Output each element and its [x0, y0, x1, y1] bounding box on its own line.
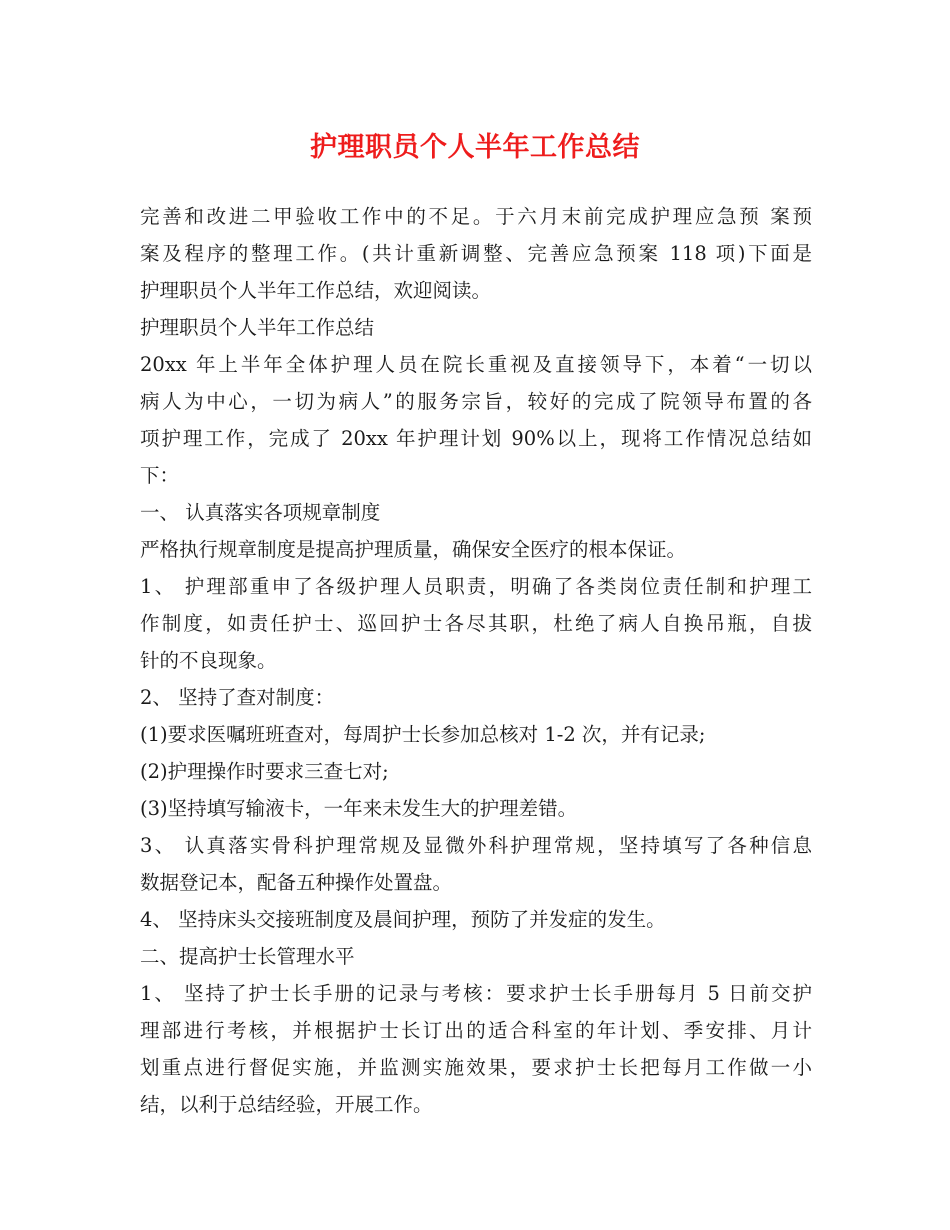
body-line: 结，以利于总结经验，开展工作。 — [140, 1093, 433, 1116]
body-line: 严格执行规章制度是提高护理质量，确保安全医疗的根本保证。 — [140, 538, 687, 561]
body-line: 项护理工作，完成了 20xx 年护理计划 90%以上，现将工作情况总结如 — [140, 427, 812, 450]
document-body — [140, 198, 812, 1123]
section-heading: 一、 认真落实各项规章制度 — [140, 501, 381, 524]
body-line: 2、 坚持了查对制度： — [140, 686, 335, 709]
body-line: 4、 坚持床头交接班制度及晨间护理，预防了并发症的发生。 — [140, 908, 666, 931]
body-line: 1、 坚持了护士长手册的记录与考核：要求护士长手册每月 5 日前交护 — [140, 982, 812, 1005]
section-heading: 二、提高护士长管理水平 — [140, 945, 355, 968]
body-line: 理部进行考核，并根据护士长订出的适合科室的年计划、季安排、月计 — [140, 1019, 812, 1042]
body-line: 1、 护理部重申了各级护理人员职责，明确了各类岗位责任制和护理工 — [140, 575, 812, 598]
body-line: 病人为中心，一切为病人”的服务宗旨，较好的完成了院领导布置的各 — [140, 390, 812, 413]
body-line: 20xx 年上半年全体护理人员在院长重视及直接领导下，本着“一切以 — [140, 353, 812, 376]
body-line: 完善和改进二甲验收工作中的不足。于六月末前完成护理应急预 案预 — [140, 205, 812, 228]
body-line: 针的不良现象。 — [140, 649, 277, 672]
body-line: 数据登记本，配备五种操作处置盘。 — [140, 871, 453, 894]
body-line: (1)要求医嘱班班查对，每周护士长参加总核对 1-2 次，并有记录; — [140, 723, 706, 746]
document-title: 护理职员个人半年工作总结 — [310, 132, 640, 163]
body-line: (2)护理操作时要求三查七对; — [140, 760, 389, 783]
body-line: 作制度，如责任护士、巡回护士各尽其职，杜绝了病人自换吊瓶，自拔 — [140, 612, 812, 635]
body-line: 3、 认真落实骨科护理常规及显微外科护理常规，坚持填写了各种信息 — [140, 834, 812, 857]
body-line: 下： — [140, 464, 180, 487]
body-line: 护理职员个人半年工作总结 — [140, 316, 375, 339]
body-line: (3)坚持填写输液卡，一年来未发生大的护理差错。 — [140, 797, 578, 820]
body-line: 划重点进行督促实施，并监测实施效果，要求护士长把每月工作做一小 — [140, 1056, 812, 1079]
body-line: 护理职员个人半年工作总结，欢迎阅读。 — [140, 279, 492, 302]
body-line: 案及程序的整理工作。(共计重新调整、完善应急预案 118 项)下面是 — [140, 242, 812, 265]
